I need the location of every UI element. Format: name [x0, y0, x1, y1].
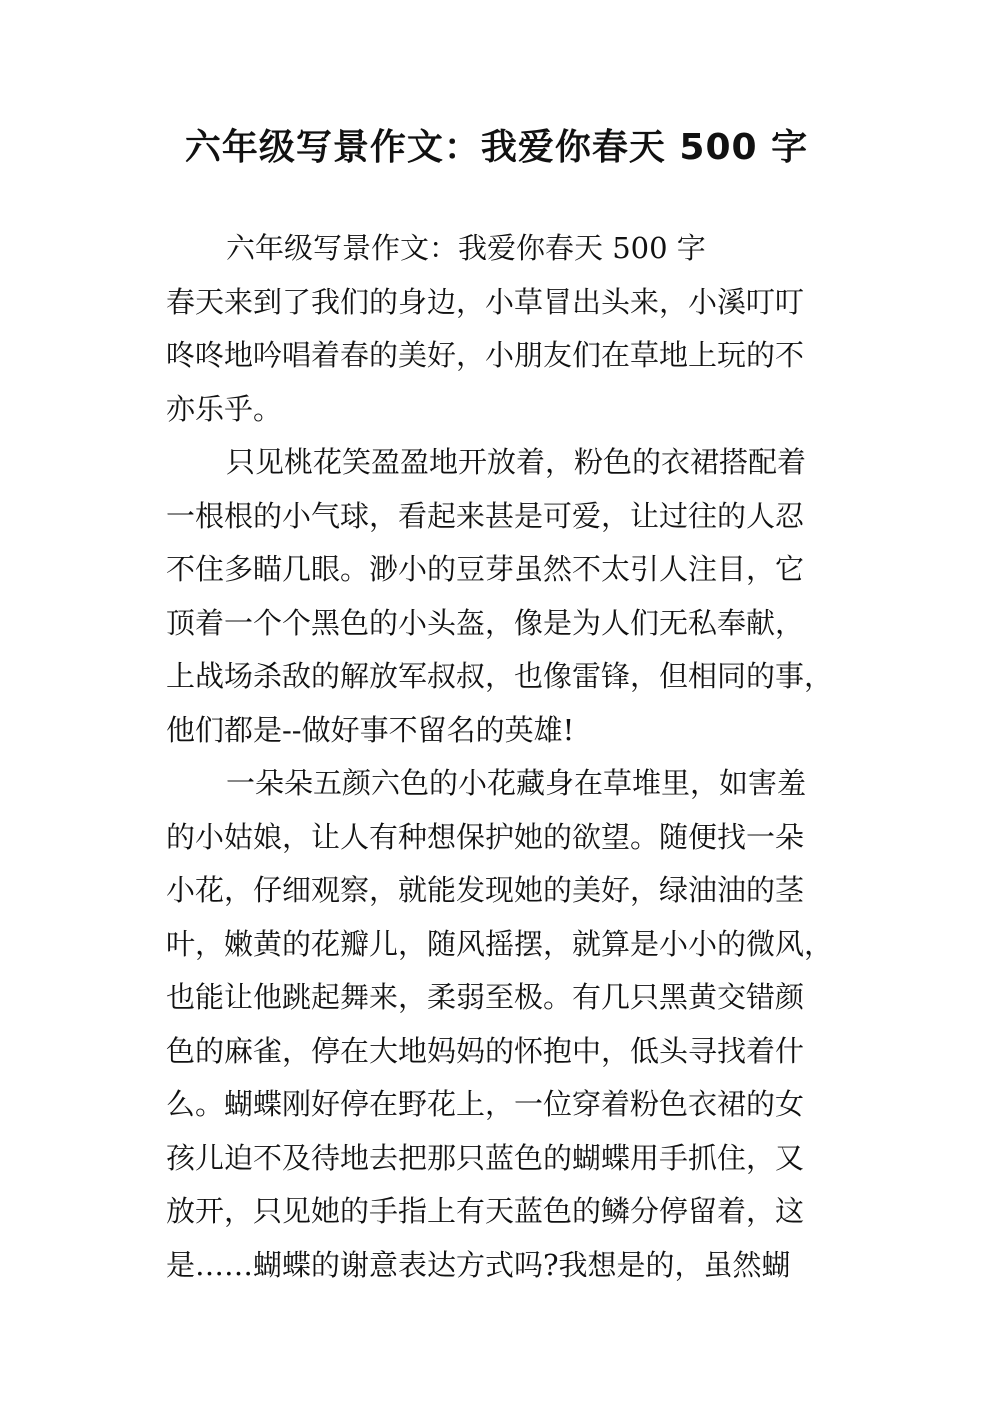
body-line-10: 他们都是--做好事不留名的英雄! [166, 712, 575, 747]
body-line-3: 咚咚地吟唱着春的美好，小朋友们在草地上玩的不 [166, 338, 805, 372]
body-line-4: 亦乐乎。 [166, 391, 283, 426]
body-line-14: 叶，嫩黄的花瓣儿，随风摇摆，就算是小小的微风， [166, 926, 834, 961]
body-line-20: 是……蝴蝶的谢意表达方式吗?我想是的，虽然蝴 [166, 1247, 791, 1282]
body-line-11: 一朵朵五颜六色的小花藏身在草堆里，如害羞 [226, 766, 807, 800]
body-line-9: 上战场杀敌的解放军叔叔，也像雷锋，但相同的事， [166, 659, 834, 693]
body-line-1: 六年级写景作文：我爱你春天 500 字 [226, 231, 706, 265]
body-line-17: 么。蝴蝶刚好停在野花上，一位穿着粉色衣裙的女 [166, 1087, 805, 1121]
body-line-15: 也能让他跳起舞来，柔弱至极。有几只黑黄交错颜 [166, 980, 805, 1014]
body-line-18: 孩儿迫不及待地去把那只蓝色的蝴蝶用手抓住，又 [166, 1140, 805, 1175]
document-title: 六年级写景作文：我爱你春天 500 字 [184, 127, 809, 168]
body-line-6: 一根根的小气球，看起来甚是可爱，让过往的人忍 [166, 498, 805, 533]
body-line-2: 春天来到了我们的身边，小草冒出头来，小溪叮叮 [166, 284, 805, 319]
body-line-12: 的小姑娘，让人有种想保护她的欲望。随便找一朵 [166, 819, 805, 854]
body-line-8: 顶着一个个黑色的小头盔，像是为人们无私奉献， [166, 605, 805, 640]
body-line-16: 色的麻雀，停在大地妈妈的怀抱中，低头寻找着什 [166, 1033, 805, 1068]
body-line-19: 放开，只见她的手指上有天蓝色的鳞分停留着，这 [166, 1194, 805, 1228]
body-line-13: 小花，仔细观察，就能发现她的美好，绿油油的茎 [166, 873, 805, 907]
document-body [166, 222, 846, 1292]
body-line-5: 只见桃花笑盈盈地开放着，粉色的衣裙搭配着 [226, 445, 807, 479]
body-line-7: 不住多瞄几眼。渺小的豆芽虽然不太引人注目，它 [166, 552, 805, 586]
